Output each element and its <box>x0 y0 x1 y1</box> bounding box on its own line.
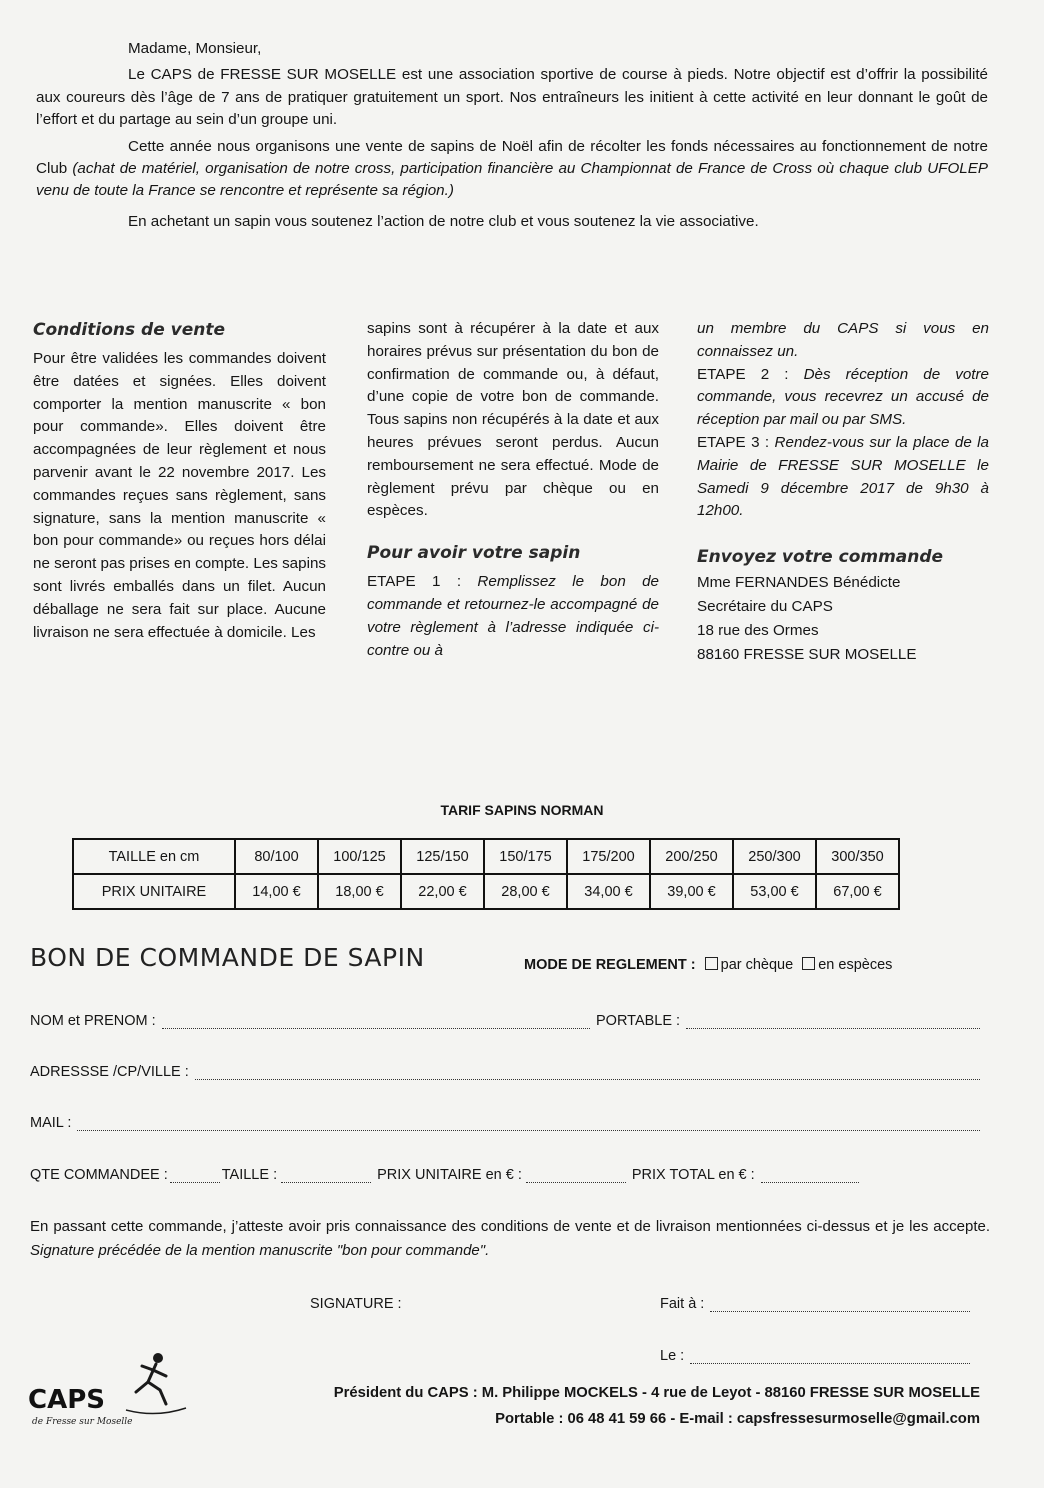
size-field-label: TAILLE : <box>221 1167 278 1183</box>
size-label: TAILLE en cm <box>73 839 235 874</box>
price-label: PRIX UNITAIRE <box>73 874 235 909</box>
phone-label: PORTABLE : <box>596 1013 681 1029</box>
unit-price-label: PRIX UNITAIRE en € : <box>377 1167 522 1183</box>
right-column <box>697 318 989 667</box>
conditions-text-2: sapins sont à récupérer à la date et aux horaires prévus sur présentation du bon de confirmation de commande ou, à défaut, d’une copie de votre bon de commande. Tous sapins non récupérés à la date et aux heures prévues seront perdus. Aucun remboursement ne sera effectué. Mode de règlement prévu par chèque ou en espèces. <box>367 320 659 520</box>
size-dotted-line[interactable] <box>281 1168 371 1183</box>
mailing-address <box>697 571 989 667</box>
date-field[interactable] <box>660 1348 970 1364</box>
total-price-label: PRIX TOTAL en € : <box>631 1167 755 1183</box>
signature-field[interactable] <box>310 1296 450 1312</box>
order-form-title: BON DE COMMANDE DE SAPIN <box>30 943 425 972</box>
price-cell: 28,00 € <box>484 874 567 909</box>
size-row <box>73 839 899 874</box>
mail-dotted-line[interactable] <box>77 1116 980 1131</box>
step-3: ETAPE 3 : Rendez-vous sur la place de la Mairie de FRESSE SUR MOSELLE le Samedi 9 décembre 2017 de 9h30 à 12h00. <box>697 433 989 520</box>
name-field[interactable] <box>30 1013 590 1029</box>
price-row <box>73 874 899 909</box>
price-cell: 39,00 € <box>650 874 733 909</box>
price-cell: 22,00 € <box>401 874 484 909</box>
cash-label: en espèces <box>818 957 893 973</box>
address-street: 18 rue des Ormes <box>697 622 819 640</box>
payment-mode-label: MODE DE REGLEMENT : <box>524 957 696 973</box>
tarif-title: TARIF SAPINS NORMAN <box>440 802 604 818</box>
cheque-checkbox[interactable] <box>705 957 718 970</box>
place-label: Fait à : <box>660 1296 705 1312</box>
price-cell: 67,00 € <box>816 874 899 909</box>
signature-label: SIGNATURE : <box>310 1296 402 1312</box>
logo-subtitle: de Fresse sur Moselle <box>32 1417 133 1427</box>
step-1-continued: un membre du CAPS si vous en connaissez un. <box>697 320 989 360</box>
place-dotted-line[interactable] <box>710 1297 970 1312</box>
size-cell: 250/300 <box>733 839 816 874</box>
address-role: Secrétaire du CAPS <box>697 598 833 616</box>
size-cell: 200/250 <box>650 839 733 874</box>
size-cell: 300/350 <box>816 839 899 874</box>
price-cell: 53,00 € <box>733 874 816 909</box>
place-field[interactable] <box>660 1296 970 1312</box>
address-name: Mme FERNANDES Bénédicte <box>697 574 901 592</box>
size-cell: 100/125 <box>318 839 401 874</box>
acceptance-statement: En passant cette commande, j’atteste avoir pris connaissance des conditions de vente et de livraison mentionnées ci-dessus et je les accepte. Signature précédée de la mention manuscrite "bon pour commande". <box>30 1218 990 1259</box>
mail-label: MAIL : <box>30 1115 72 1131</box>
step-2: ETAPE 2 : Dès réception de votre commande, vous recevrez un accusé de réception par mail ou par SMS. <box>697 365 989 429</box>
club-name: CAPS de FRESSE SUR MOSELLE <box>150 66 397 84</box>
sapin-heading: Pour avoir votre sapin <box>367 543 581 564</box>
address-label: ADRESSSE /CP/VILLE : <box>30 1064 189 1080</box>
address-city: 88160 FRESSE SUR MOSELLE <box>697 646 917 664</box>
tarif-table <box>72 838 900 910</box>
phone-field[interactable] <box>596 1013 980 1029</box>
size-cell: 80/100 <box>235 839 318 874</box>
qty-label: QTE COMMANDEE : <box>30 1167 168 1183</box>
phone-dotted-line[interactable] <box>686 1014 980 1029</box>
middle-column <box>367 318 659 662</box>
payment-mode <box>524 957 892 973</box>
intro-letter <box>36 38 988 233</box>
greeting: Madame, Monsieur, <box>128 40 262 57</box>
total-price-dotted-line[interactable] <box>761 1168 859 1183</box>
name-dotted-line[interactable] <box>162 1014 590 1029</box>
price-cell: 18,00 € <box>318 874 401 909</box>
mail-field[interactable] <box>30 1115 980 1131</box>
price-cell: 14,00 € <box>235 874 318 909</box>
size-cell: 150/175 <box>484 839 567 874</box>
name-label: NOM et PRENOM : <box>30 1013 156 1029</box>
cash-checkbox[interactable] <box>802 957 815 970</box>
size-cell: 125/150 <box>401 839 484 874</box>
conditions-column <box>33 318 326 644</box>
president-info: Président du CAPS : M. Philippe MOCKELS - 4 rue de Leyot - 88160 FRESSE SUR MOSELLE <box>333 1385 980 1401</box>
price-cell: 34,00 € <box>567 874 650 909</box>
caps-logo <box>26 1348 196 1428</box>
qty-dotted-line[interactable] <box>170 1168 220 1183</box>
runner-icon <box>136 1353 166 1404</box>
date-dotted-line[interactable] <box>690 1349 970 1364</box>
unit-price-dotted-line[interactable] <box>526 1168 626 1183</box>
cheque-label: par chèque <box>720 957 794 973</box>
address-field[interactable] <box>30 1064 980 1080</box>
intro-paragraph-1: Le CAPS de FRESSE SUR MOSELLE est une association sportive de course à pieds. Notre objectif est d’offrir la possibilité aux coureurs dès l’âge de 7 ans de pratiquer gratuitement un sport. Nos entraîneurs les initient à cette activité en leur donnant le goût de l’effort et du partage au sein d’un groupe uni. <box>36 66 988 129</box>
envoi-heading: Envoyez votre commande <box>697 547 944 568</box>
intro-paragraph-2: Cette année nous organisons une vente de sapins de Noël afin de récolter les fonds nécessaires au fonctionnement de notre Club (achat de matériel, organisation de notre cross, participation financière au Championnat de France de Cross où chaque club UFOLEP venu de toute la France se rencontre et représente sa région.) <box>36 137 988 200</box>
logo-swoosh <box>126 1408 186 1414</box>
step-1: ETAPE 1 : Remplissez le bon de commande et retournez-le accompagné de votre règlement à l’adresse indiquée ci-contre ou à <box>367 573 660 659</box>
intro-paragraph-3: En achetant un sapin vous soutenez l’action de notre club et vous soutenez la vie associative. <box>128 212 759 230</box>
date-label: Le : <box>660 1348 685 1364</box>
footer <box>334 1380 980 1432</box>
size-cell: 175/200 <box>567 839 650 874</box>
conditions-text-1: Pour être validées les commandes doivent être datées et signées. Elles doivent comporter la mention manuscrite « bon pour commande». Elles doivent être accompagnées de leur règlement et nous parvenir avant le 22 novembre 2017. Les commandes reçues sans règlement, sans signature, sans la mention manuscrite « bon pour commande» ou reçues hors délai ne seront pas prises en compte. Les sapins sont livrés emballés dans un filet. Aucun déballage ne sera fait sur place. Aucune livraison ne sera effectuée à domicile. Les <box>33 350 326 641</box>
conditions-heading: Conditions de vente <box>33 320 226 340</box>
contact-info: Portable : 06 48 41 59 66 - E-mail : capsfressesurmoselle@gmail.com <box>495 1411 980 1427</box>
logo-text: CAPS <box>28 1385 105 1415</box>
quantity-row <box>30 1167 985 1183</box>
address-dotted-line[interactable] <box>195 1065 980 1080</box>
